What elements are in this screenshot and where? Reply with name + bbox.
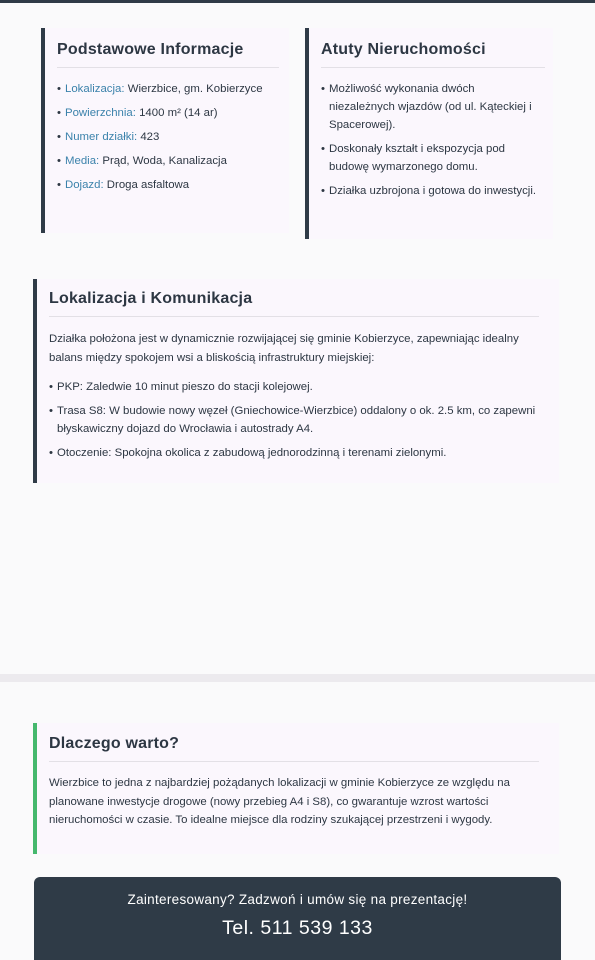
fact-value-utilities: Prąd, Woda, Kanalizacja bbox=[102, 155, 227, 167]
list-item: • Możliwość wykonania dwóch niezależnych wjazdów (od ul. Kąteckiej i Spacerowej). bbox=[321, 80, 541, 134]
fact-value-plot-number: 423 bbox=[140, 131, 160, 143]
list-item: • PKP: Zaledwie 10 minut pieszo do stacji kolejowej. bbox=[49, 378, 547, 396]
fact-label-plot-number: Numer działki: bbox=[65, 131, 138, 143]
list-item bbox=[57, 80, 277, 98]
basic-info-title: Podstawowe Informacje bbox=[57, 41, 279, 68]
list-item bbox=[57, 152, 277, 170]
fact-value-area: 1400 m² (14 ar) bbox=[139, 107, 218, 119]
list-item bbox=[57, 176, 277, 194]
list-item: • Trasa S8: W budowie nowy węzeł (Gniechowice-Wierzbice) oddalony o ok. 2.5 km, co zapewni błyskawiczny dojazd do Wrocławia i autostrady A4. bbox=[49, 402, 547, 438]
fact-label-access: Dojazd: bbox=[65, 179, 104, 191]
fact-label-utilities: Media: bbox=[65, 155, 100, 167]
assets-card bbox=[305, 28, 553, 239]
assets-list bbox=[321, 80, 541, 200]
fact-value-location: Wierzbice, gm. Kobierzyce bbox=[127, 83, 263, 95]
why-title: Dlaczego warto? bbox=[49, 735, 539, 762]
location-list bbox=[49, 378, 547, 462]
list-item bbox=[57, 104, 277, 122]
list-item bbox=[57, 128, 277, 146]
basic-info-card bbox=[41, 28, 289, 233]
location-intro: Działka położona jest w dynamicznie rozwijającej się gminie Kobierzyce, zapewniając idealny balans między spokojem wsi a bliskością infrastruktury miejskiej: bbox=[49, 333, 519, 364]
list-item: • Działka uzbrojona i gotowa do inwestycji. bbox=[321, 182, 541, 200]
fact-label-location: Lokalizacja: bbox=[65, 83, 125, 95]
list-item: • Otoczenie: Spokojna okolica z zabudową jednorodzinną i terenami zielonymi. bbox=[49, 444, 547, 462]
location-card bbox=[33, 279, 559, 483]
why-text: Wierzbice to jedna z najbardziej pożądanych lokalizacji w gminie Kobierzyce ze względu na planowane inwestycje drogowe (nowy przebieg A4 i S8), co gwarantuje wzrost wartości nieruchomości w czasie. To idealne miejsce dla rodziny szukającej przestrzeni i wygody. bbox=[49, 777, 510, 826]
assets-title: Atuty Nieruchomości bbox=[321, 41, 545, 68]
cta-text: Zainteresowany? Zadzwoń i umów się na prezentację! bbox=[127, 892, 468, 907]
top-bar bbox=[0, 0, 595, 3]
section-divider bbox=[0, 674, 595, 682]
fact-label-area: Powierzchnia: bbox=[65, 107, 136, 119]
why-card bbox=[33, 723, 559, 854]
list-item: • Doskonały kształt i ekspozycja pod budowę wymarzonego domu. bbox=[321, 140, 541, 176]
basic-info-list bbox=[57, 80, 277, 194]
contact-cta-banner bbox=[34, 877, 561, 960]
phone-number-link[interactable]: Tel. 511 539 133 bbox=[222, 917, 373, 939]
fact-value-access: Droga asfaltowa bbox=[106, 179, 190, 191]
location-title: Lokalizacja i Komunikacja bbox=[49, 290, 539, 317]
